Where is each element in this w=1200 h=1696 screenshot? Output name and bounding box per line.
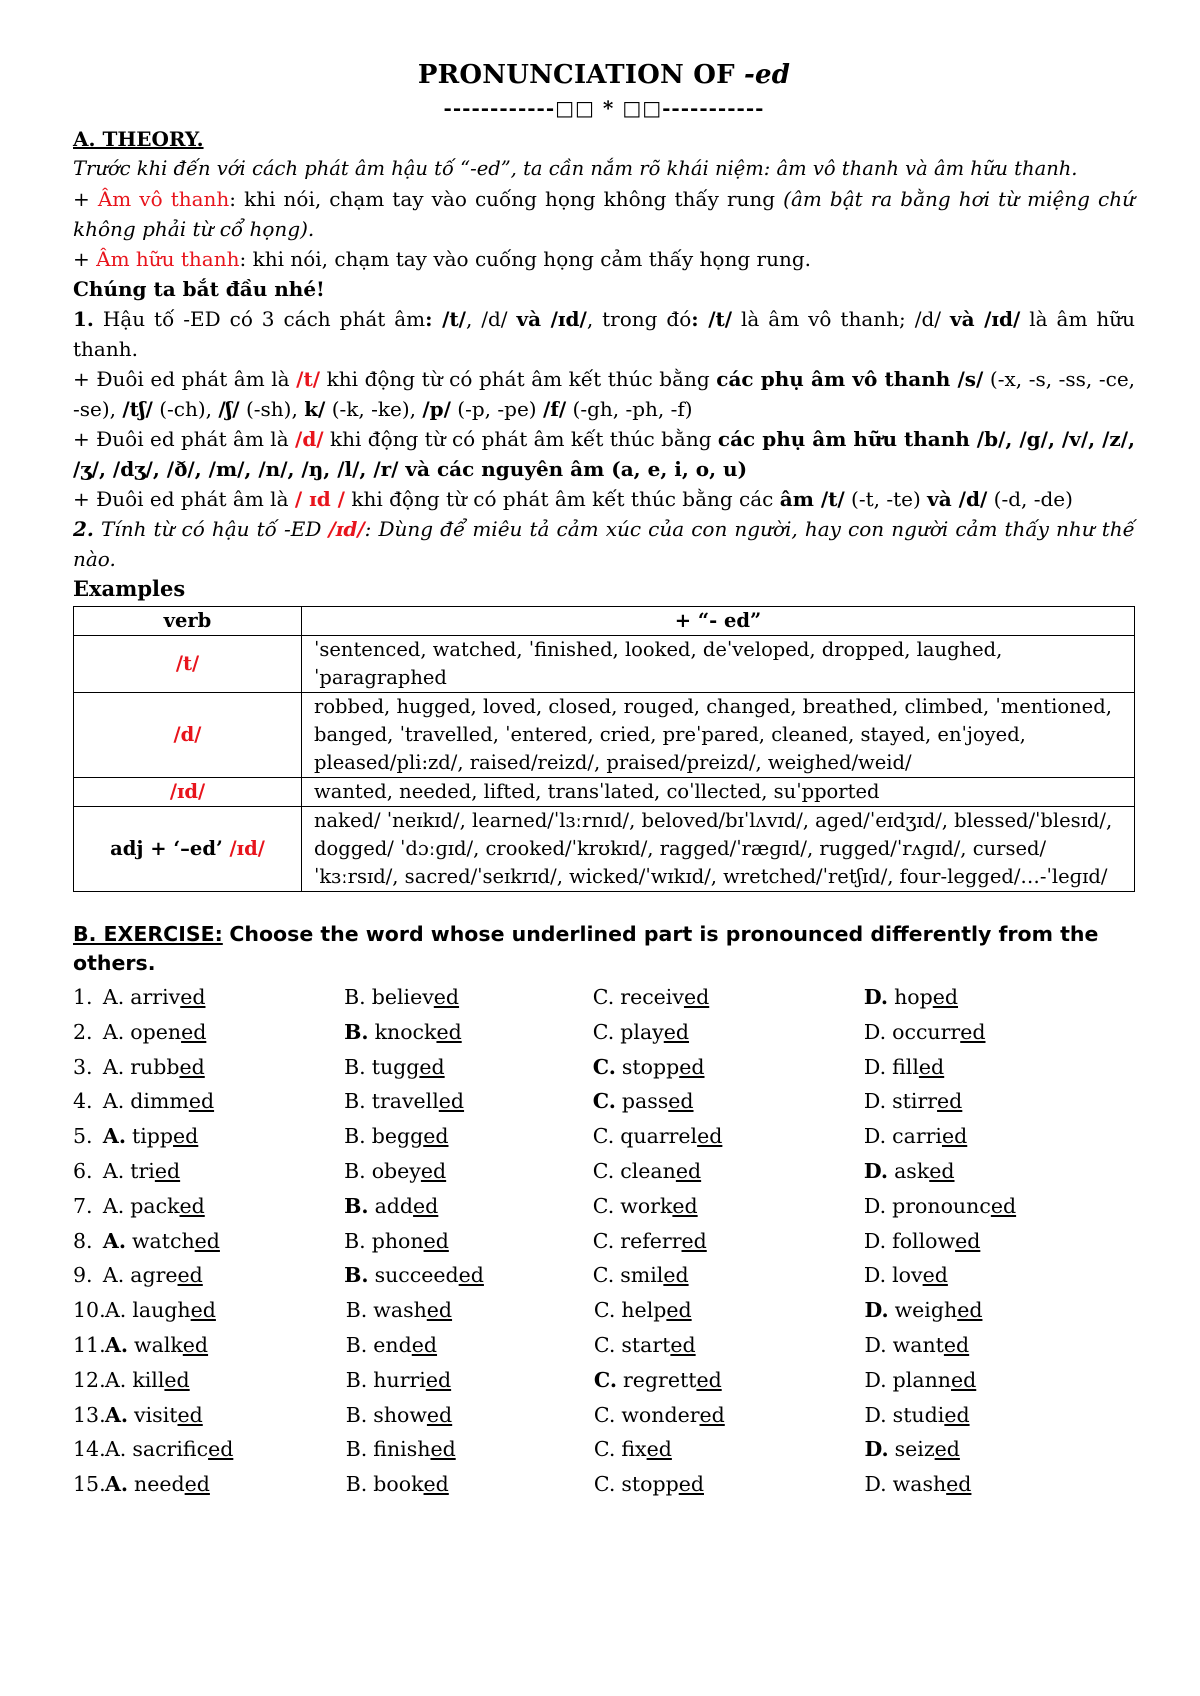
rule-d: + Đuôi ed phát âm là /d/ khi động từ có phát âm kết thúc bằng các phụ âm hữu thanh /b/, /g/, /v/, /z/, /ʒ/, /dʒ/, /ð/, /m/, /n/, /ŋ, /l/, /r/ và các nguyên âm (a, e, i, o, u) [73, 427, 1136, 481]
exercise-instruction: B. EXERCISE: Choose the word whose underlined part is pronounced differently from the others. [73, 922, 1099, 975]
rule-t: + Đuôi ed phát âm là /t/ khi động từ có phát âm kết thúc bằng các phụ âm vô thanh /s/ (-x, -s, -ss, -ce, -se), /tʃ/ (-ch), /ʃ/ (-sh), k/ (-k, -ke), /p/ (-p, -pe) /f/ (-gh, -ph, -f) [73, 367, 1136, 421]
answer-option-c[interactable]: C. started [593, 1332, 696, 1357]
question-number: 5. [73, 1124, 93, 1149]
table-row [74, 636, 1135, 693]
answer-option-b[interactable]: B. tugged [344, 1054, 445, 1079]
question-number: 1. [73, 985, 93, 1009]
answer-option-c[interactable]: C. smiled [592, 1263, 689, 1288]
voiceless-definition: + Âm vô thanh: khi nói, chạm tay vào cuống họng không thấy rung (âm bật ra bằng hơi từ miệng chứ không phải từ cổ họng). [73, 187, 1135, 241]
voiced-definition: + Âm hữu thanh: khi nói, chạm tay vào cuống họng cảm thấy họng rung. [73, 247, 811, 271]
table-row [74, 778, 1135, 807]
question-row [73, 1467, 1135, 1502]
question-number: 3. [73, 1054, 93, 1079]
answer-option-c[interactable]: C. quarreled [592, 1124, 723, 1149]
answer-option-d[interactable]: D. stirred [863, 1089, 963, 1114]
answer-option-d[interactable]: D. loved [863, 1263, 948, 1288]
question-row [73, 1328, 1135, 1363]
question-row [73, 980, 1135, 1015]
question-row [73, 1154, 1135, 1189]
answer-option-a[interactable]: A. opened [102, 1019, 207, 1044]
question-number: 8. [73, 1228, 93, 1253]
answer-option-b[interactable]: B. travelled [344, 1089, 465, 1114]
answer-option-a[interactable]: A. walked [105, 1332, 209, 1357]
answer-option-a[interactable]: A. tipped [102, 1124, 199, 1149]
answer-option-c[interactable]: C. stopped [592, 1054, 705, 1079]
answer-option-d[interactable]: D. occurred [863, 1019, 986, 1044]
question-number: 15. [73, 1472, 106, 1497]
answer-option-b[interactable]: B. succeeded [344, 1263, 484, 1288]
theory-heading: A. THEORY. [73, 127, 204, 151]
question-number: 11. [73, 1332, 106, 1357]
question-number: 4. [73, 1089, 93, 1114]
answer-option-c[interactable]: C. wondered [593, 1402, 725, 1427]
answer-option-c[interactable]: C. fixed [593, 1437, 672, 1462]
answer-option-d[interactable]: D. washed [864, 1472, 972, 1497]
document-page [73, 58, 1135, 1502]
theory-intro: Trước khi đến với cách phát âm hậu tố “-ed”, ta cần nắm rõ khái niệm: âm vô thanh và âm hữu thanh. [73, 157, 1078, 180]
answer-option-d[interactable]: D. wanted [864, 1332, 970, 1357]
question-row [73, 1363, 1135, 1398]
answer-option-b[interactable]: B. believed [344, 985, 460, 1009]
table-row-words: naked/ ˈneɪkɪd/, learned/ˈlɜːrnɪd/, beloved/bɪˈlʌvɪd/, aged/ˈeɪdʒɪd/, blessed/ˈblesɪd/, dogged/ ˈdɔːɡɪd/, crooked/ˈkrʊkɪd/, ragged/ˈræɡɪd/, rugged/ˈrʌɡɪd/, cursed/ˈkɜːrsɪd/, sacred/ˈseɪkrɪd/, wicked/ˈwɪkɪd/, wretched/ˈretʃɪd/, four-legged/…-ˈleɡɪd/ [302, 807, 1135, 892]
table-row-words: robbed, hugged, loved, closed, rouged, changed, breathed, climbed, ˈmentioned, banged, ˈtravelled, ˈentered, cried, preˈpared, cleaned, stayed, enˈjoyed, pleased/pli:zd/, raised/reizd/, praised/preizd/, weighed/weid/ [302, 693, 1135, 778]
question-row [73, 1293, 1135, 1328]
question-row [73, 1189, 1135, 1224]
answer-option-a[interactable]: A. killed [105, 1367, 190, 1392]
title-divider: ------------□□ * □□----------- [443, 96, 765, 120]
question-number: 12. [73, 1367, 106, 1392]
question-number: 13. [73, 1402, 106, 1427]
answer-option-c[interactable]: C. cleaned [592, 1158, 702, 1183]
answer-option-b[interactable]: B. showed [345, 1402, 453, 1427]
answer-option-b[interactable]: B. washed [345, 1298, 453, 1323]
table-row [74, 807, 1135, 892]
answer-option-b[interactable]: B. hurried [345, 1367, 452, 1392]
examples-table [73, 606, 1135, 892]
answer-option-a[interactable]: A. rubbed [102, 1054, 205, 1079]
question-row [73, 1224, 1135, 1259]
question-list [73, 980, 1135, 1502]
answer-option-c[interactable]: C. received [592, 985, 710, 1009]
answer-option-d[interactable]: D. filled [863, 1054, 945, 1079]
answer-option-b[interactable]: B. knocked [344, 1019, 462, 1044]
answer-option-b[interactable]: B. finished [345, 1437, 456, 1462]
answer-option-a[interactable]: A. agreed [102, 1263, 203, 1288]
answer-option-d[interactable]: D. carried [863, 1124, 968, 1149]
rule-2: 2. Tính từ có hậu tố -ED /ɪd/: Dùng để miêu tả cảm xúc của con người, hay con người cảm thấy như thế nào. [73, 517, 1135, 571]
question-row [73, 1398, 1135, 1433]
answer-option-a[interactable]: A. laughed [105, 1298, 216, 1323]
table-row-key: /t/ [74, 636, 302, 693]
answer-option-b[interactable]: B. obeyed [344, 1158, 447, 1183]
answer-option-c[interactable]: C. stopped [593, 1472, 704, 1497]
answer-option-b[interactable]: B. ended [345, 1332, 438, 1357]
table-header-verb: verb [74, 607, 302, 636]
question-number: 10. [73, 1298, 106, 1323]
table-row-words: wanted, needed, lifted, transˈlated, coˈllected, suˈpported [302, 778, 1135, 807]
examples-heading: Examples [73, 576, 186, 601]
answer-option-b[interactable]: B. booked [345, 1472, 449, 1497]
answer-option-a[interactable]: A. tried [102, 1158, 181, 1183]
answer-option-c[interactable]: C. played [592, 1019, 690, 1044]
question-number: 14. [73, 1437, 106, 1462]
question-row [73, 1084, 1135, 1119]
table-header-ed: + “- ed” [302, 607, 1135, 636]
answer-option-a[interactable]: A. packed [102, 1193, 205, 1218]
answer-option-a[interactable]: A. watched [102, 1228, 220, 1253]
answer-option-c[interactable]: C. helped [593, 1298, 692, 1323]
page-title: PRONUNCIATION OF -ed [417, 60, 791, 90]
rule-1: 1. Hậu tố -ED có 3 cách phát âm: /t/, /d/ và /ɪd/, trong đó: /t/ là âm vô thanh; /d/ và /ɪd/ là âm hữu thanh. [73, 307, 1136, 361]
question-number: 9. [73, 1263, 93, 1288]
table-row-key: /ɪd/ [74, 778, 302, 807]
answer-option-a[interactable]: A. needed [105, 1472, 210, 1497]
theory-section [73, 124, 1135, 604]
answer-option-a[interactable]: A. sacrificed [105, 1437, 234, 1462]
start-line: Chúng ta bắt đầu nhé! [73, 277, 325, 301]
question-number: 7. [73, 1193, 93, 1218]
answer-option-d[interactable]: D. studied [864, 1402, 970, 1427]
question-row [73, 1119, 1135, 1154]
table-row [74, 693, 1135, 778]
answer-option-a[interactable]: A. arrived [102, 985, 206, 1009]
table-row-key: /d/ [74, 693, 302, 778]
answer-option-c[interactable]: C. regretted [593, 1367, 722, 1392]
rule-id: + Đuôi ed phát âm là / ɪd / khi động từ có phát âm kết thúc bằng các âm /t/ (-t, -te) và /d/ (-d, -de) [73, 487, 1073, 511]
answer-option-a[interactable]: A. visited [105, 1402, 203, 1427]
answer-option-d[interactable]: D. hoped [863, 985, 959, 1009]
answer-option-c[interactable]: C. referred [592, 1228, 707, 1253]
answer-option-d[interactable]: D. followed [863, 1228, 981, 1253]
question-row [73, 1432, 1135, 1467]
question-number: 2. [73, 1019, 93, 1044]
exercise-section [73, 920, 1135, 1502]
answer-option-d[interactable]: D. weighed [864, 1298, 983, 1323]
answer-option-b[interactable]: B. begged [344, 1124, 449, 1149]
table-row-key: adj + ‘–ed’ /ɪd/ [74, 807, 302, 892]
question-number: 6. [73, 1158, 93, 1183]
question-row [73, 1050, 1135, 1085]
answer-option-d[interactable]: D. seized [864, 1437, 960, 1462]
question-row [73, 1258, 1135, 1293]
answer-option-b[interactable]: B. added [344, 1193, 439, 1218]
answer-option-d[interactable]: D. pronounced [863, 1193, 1017, 1218]
answer-option-c[interactable]: C. passed [592, 1089, 694, 1114]
answer-option-d[interactable]: D. asked [863, 1158, 955, 1183]
answer-option-a[interactable]: A. dimmed [102, 1089, 215, 1114]
answer-option-d[interactable]: D. planned [864, 1367, 977, 1392]
question-row [73, 1015, 1135, 1050]
table-row-words: ˈsentenced, watched, ˈfinished, looked, deˈveloped, dropped, laughed, ˈparagraphed [302, 636, 1135, 693]
answer-option-b[interactable]: B. phoned [344, 1228, 449, 1253]
table-header-row [74, 607, 1135, 636]
answer-option-c[interactable]: C. worked [592, 1193, 698, 1218]
